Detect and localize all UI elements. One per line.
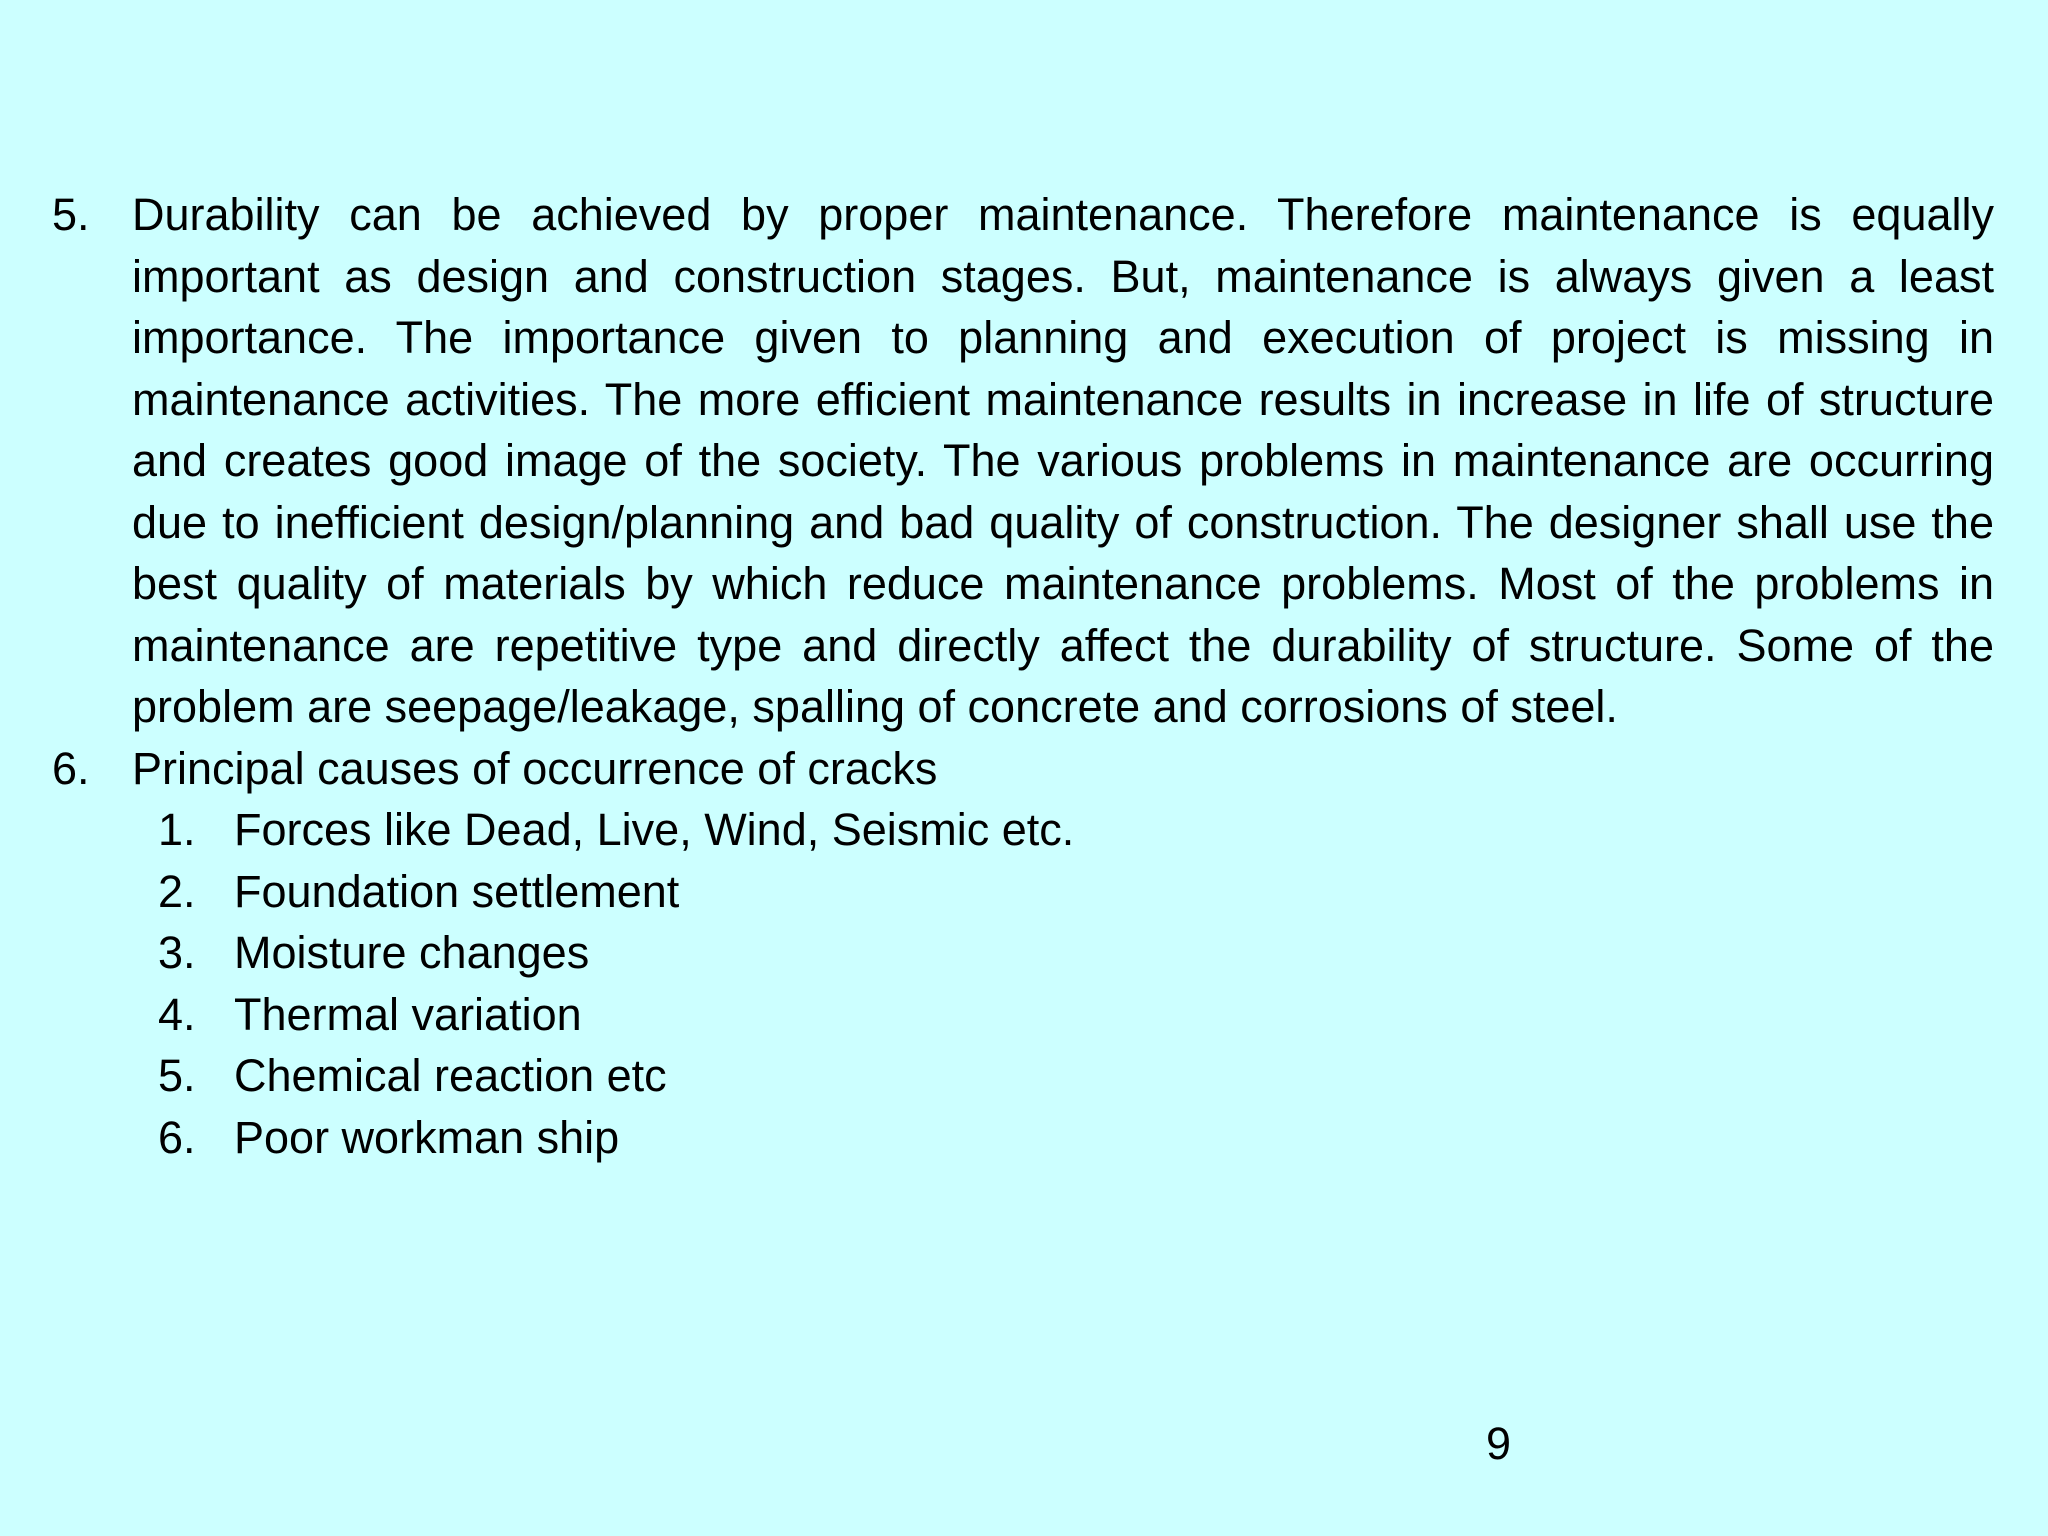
list-item-number: 5. [52,189,90,240]
sublist-item [158,1045,1994,1107]
sublist-item-text: Moisture changes [234,927,590,978]
list-item-text: Durability can be achieved by proper maintenance. Therefore maintenance is equally important as design and construction stages. But, maintenance is always given a least importance. The importance given to planning and execution of project is missing in maintenance activities. The more efficient maintenance results in increase in life of structure and creates good image of the society. The various problems in maintenance are occurring due to inefficient design/planning and bad quality of construction. The designer shall use the best quality of materials by which reduce maintenance problems. Most of the problems in maintenance are repetitive type and directly affect the durability of structure. Some of the problem are seepage/leakage, spalling of concrete and corrosions of steel. [132,189,1994,732]
crack-causes-list [158,799,1994,1168]
sublist-item [158,861,1994,923]
sublist-item-text: Foundation settlement [234,865,680,917]
sublist-item-number: 5. [158,1050,196,1101]
sublist-item [158,922,1994,984]
sublist-item [158,984,1994,1046]
sublist-item-text: Forces like Dead, Live, Wind, Seismic etc. [234,804,1075,855]
sublist-item-text: Chemical reaction etc [234,1050,667,1101]
sublist-item-number: 6. [158,1111,196,1163]
sublist-item [158,799,1994,861]
list-item-6 [52,738,1994,800]
sublist-item-text: Poor workman ship [234,1111,620,1163]
page-number: 9 [1486,1418,1512,1469]
sublist-item [158,1107,1994,1169]
list-item-5 [52,184,1994,738]
list-item-number: 6. [52,742,90,794]
sublist-item-text: Thermal variation [234,988,582,1040]
sublist-item-number: 2. [158,865,196,917]
slide-content [52,184,1994,1168]
sublist-item-number: 1. [158,804,196,855]
sublist-item-number: 3. [158,927,196,978]
list-item-text: Principal causes of occurrence of cracks [132,742,938,794]
sublist-item-number: 4. [158,988,196,1040]
